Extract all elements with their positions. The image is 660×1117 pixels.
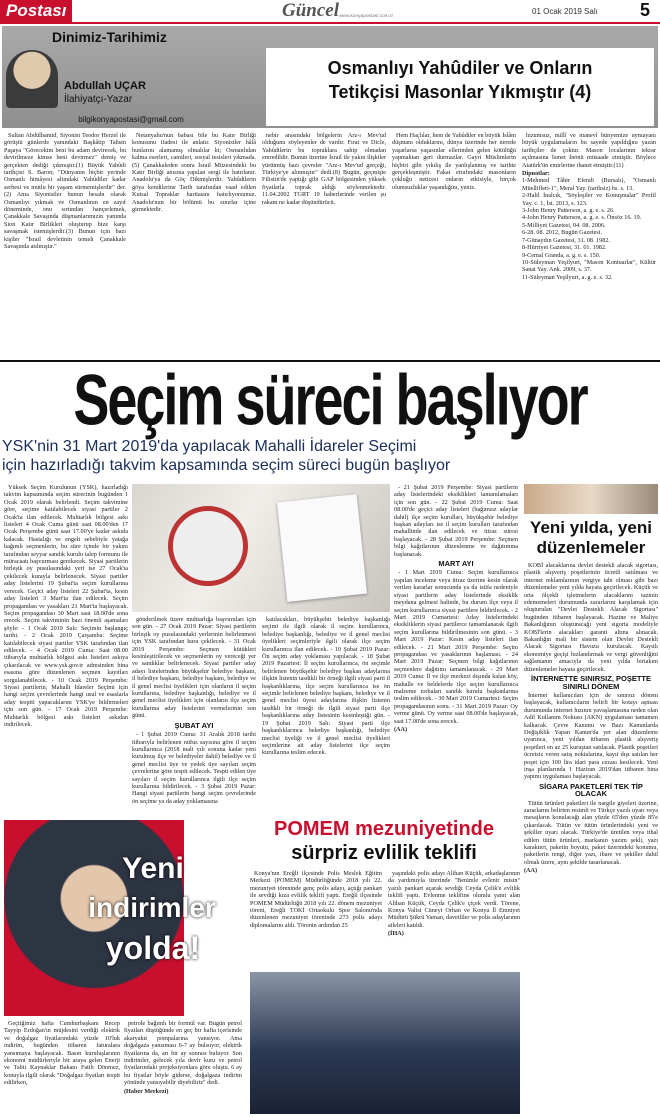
election-body-4: - 21 Şubat 2019 Perşembe: Siyasi partilerin aday listelerindeki eksiklikleri tamamlamaları için son gün. - 22 Şubat 2019 Cuma: Saat 08.00'de geçici aday listeleri (bağımsız adaylar dahil) ilçe seçim kurulları, büyükşehir belediye başkan adayları ise il seçim kurulları tarafından mahallinde ilan edilecek ve itiraz süresi başlayacak. - 28 Şubat 2019 Perşembe: Seçmen bilgi kağıtlarının düzenlenme ve dağıtımına başlanacak. MART AYI - 1 Mart 2019 Cuma: Seçim kurullarınca yapılan inceleme veya itiraz üzerine kesin olarak verilen kararlar sonucunda ya da istifa nedeniyle siyasi partilerin aday listelerinde eksiklik meydana gelmesi halinde, bu durum ilçe veya il seçim kurullarınca siyasi partilere bildirilecek. - 2 Mart 2019 Cumartesi: Aday listelerindeki eksikliklerin siyasi partilerce tamamlanarak ilgili seçim kurullarına bildirilmesinin son günü. - 3 Mart 2019 Pazar: Kesin aday listeleri ilan edilecek. - 21 Mart 2019 Perşembe: Seçim propagandası ve yasaklarının başlaması. - 24 Mart 2019 Pazar: Seçmen bilgi kağıtlarının seçmenlere dağıtımı tamamlanacak. - 29 Mart 2019 Cuma: İl ve ilçe merkezi dışında kalan köy, mahalle ve beldelerde ilçe seçim kurullarınca malzeme torbaları sandık kurulu başkanlarına teslim edilecek. - 30 Mart 2019 Cumartesi: Seçim propagandasının sonu. - 31 Mart 2019 Pazar: Oy verme günü. Oy verme saat 08.00'de başlayacak, saat 17.00'de sona erecek. (AA) xyxy=(394,484,518,733)
election-body-1: Yüksek Seçim Kurulunun (YSK), hazırladığı takvim kapsamında seçim sürecinin bugünden 1 Ocak 2019 olarak belirlendi. Seçim takvimine göre, seçime katılabilecek siyasi partiler 2 Ocak'ta ilan edilecek. Muhtarlık bölgesi askı listeleri 4 Ocak Cuma günü saat 08.00'den 17 Ocak Perşembe günü saat 17.00'ye kadar askıda kalacak. Hastalığı ve engeli sebebiyle yatağa bağımlı seçmenlerin, bu süre içinde bir yakını tarafından seyyar sandık kurulu talep formunu ile müracaatı başvurması gerekecek. Siyasi partilerin birleşik oy pusulasındaki yeri ise 27 Ocak'ta çekilecek kurayla belirlenecek. Siyasi partiler aday listelerini 19 Şubat'ta seçim kurullarına verecek. Geçici aday listeleri 22 Şubat'ta, kesin aday listeleri 3 Mart'ta ilan edilecek. Seçim propagandası ve yasakları 21 Mart'ta başlayacak. Seçim propagandası 30 Mart saat 18.00'de sona erecek. Seçim takviminin bazı önemli aşamaları şöyle: - 1 Ocak 2019 Salı: Seçimin başlangıç tarihi. - 2 Ocak 2019 Çarşamba: Seçime katılabilecek siyasi partiler YSK tarafından ilan edilecek. - 4 Ocak 2019 Cuma: Saat 08.00 itibarıyla muhtarlık bölgesi askı listeleri askıya çıkarılacak ve www.ysk.gov.tr adresinden bina esasına göre düzenlenen seçmen kayıtları sorgulanabilecek. - 10 Ocak 2019 Perşembe: Siyasi partilerin, Mahalli İdareler Seçimi için hangi seçim çevrelerinde hangi usul ve esaslarla aday tespiti yapacaklarını YSK'ye bildirmeleri için son gün. - 17 Ocak 2019 Perşembe: Muhtarlık bölgesi askı listeleri askıdan indirilecek. xyxy=(4,484,128,728)
column-title-line1: Osmanlıyı Yahûdiler ve Onların xyxy=(327,58,593,78)
subhead-sigara: SİGARA PAKETLERİ TEK TİP OLACAK xyxy=(539,781,643,799)
police-headline-2: sürpriz evlilik teklifi xyxy=(291,842,477,864)
ref-item: 5-Milliyet Gazetesi, 04. 08. 2006. xyxy=(522,221,606,229)
ref-item: 8-Hürriyet Gazetesi, 31. 01. 1982. xyxy=(522,244,607,252)
election-headline: Seçim süreci başlıyor xyxy=(73,361,587,441)
election-body-3: katılacakları, büyükşehir belediye başkanlığı seçimi ile ilgili olarak il seçim kurullarınca, belediye başkanlığı, belediye ve il genel meclisi üyelikleri seçimleriyle ilgili olarak ilçe seçim kurullarınca ilan edilecek. - 10 Şubat 2019 Pazar: Ön seçim aday yoklaması yapılacak. - 18 Şubat 2019 Pazartesi: İl seçim kurullarınca, ön seçimle belirlenen büyükşehir belediye başkan adaylarına ilişkin listenin tasdikli bir örneği ilgili siyasi parti il başkanlıklarına, ilçe seçim kurullarınca ise ön seçimle belirlenen belediye başkanı, belediye ve il genel meclisi üyesi adaylarına ilişkin listenin tasdikli bir örneği de ilgili siyasi parti ilçe başkanlıklarına aday listesinin kesinleştiği gün. - 19 Şubat 2019 Salı: Siyasi parti ilçe başkanlıklarınca belediye başkanlığı, belediye meclisi üyeliği ve il genel meclisi üyelikleri seçimlerine ait aday listelerini ilçe seçim kurullarına teslim edecek. xyxy=(262,616,390,757)
column-header: Dinimiz-Tarihimiz xyxy=(52,29,167,45)
election-body-2: gönderilmek üzere muhtarlığa başvuruları için son gün. - 27 Ocak 2019 Pazar: Siyasi partilerin birleşik oy pusulasındaki yerlerinin belirlenmesi için YSK tarafından kura çekilecek. - 31 Ocak 2019 Perşembe: Seçmen kütükleri kesinleştirilecek ve seçmenlerin oy vereceği yer ve sandıklar belirlenecek. Siyasi partiler aday adayı listelerinden büyükşehir belediye başkanı, il belediye başkanı, belediye başkanı, belediye ve il genel meclisi üyelikleri için olanların il seçim kurullarına, belediye başkanlığı, belediye ve il genel meclisi üyelikleri için olanların ilçe seçim kurullarına aday listelerini vermelerinin son günü. ŞUBAT AYI - 1 Şubat 2019 Cuma: 31 Aralık 2018 tarihi itibarıyla belirlenen nüfus sayısına göre il seçim kurullarınca (2018 mali yılı sonuna kadar yeni kurulmuş ilçe ve belediyeler dahil) belediye ve il genel meclisi üye ve yedek üye sayıları seçim çevrelerine göre tespit edilecek. Tespit edilen üye sayıları il seçim kurullarınca ilgili ilçe seçim kurullarına bildirilecek. - 3 Şubat 2019 Pazar: Hangi siyasi partilerin hangi seçim çevrelerinde ön seçime ya da aday yoklamasına xyxy=(132,616,256,805)
column-title-line2: Tetikçisi Masonlar Yıkmıştır (4) xyxy=(328,82,592,102)
author-name: Abdullah UÇAR xyxy=(64,80,146,92)
sale-body-1: Geçtiğimiz hafta Cumhurbaşkanı Recep Tayyip Erdoğan'ın müjdesini verdiği elektrik ve doğalgaz fiyatlarındaki yüzde 10'luk indirim, bugünden itibaren faturalara yansımaya başlayacak. Basın kuruluşlarının ekonomi müdürleriyle bir araya gelen Enerji ve Tabii Kaynaklar Bakanı Fatih Dönmez, konuyla ilgili olarak "Doğalgaz fiyatları tespit edilirken, xyxy=(4,1020,120,1087)
sale-credit: (Haber Merkezi) xyxy=(124,1087,169,1095)
page-number: 5 xyxy=(640,0,651,20)
column-body-2: Netanyahu'nun babası bile bu Katır Birliği konusunu ifadesi ile anlatır. Siyonistler hâlâ hunlarını alamamış olmalılar ki; Osmanlıdan kalma eserleri, camileri, sosyal tesisleri yıkmada.(5) Çanakkaleden sonra İsrail Müzesindeki bu Katır Birliği anısına yapılan sergi ile hatırlanır. Anadolu'ya da Göç Dikmişlerdir. Yahûdilerin göya kendilerine Tarih tarafından vaad edilen Kutsal Topraklar haritasını hatırlıyorsunuz. Anadolu'nun bir bölümü bu sınırlar içine girmektedir. xyxy=(132,132,256,214)
ballot-box-photo xyxy=(132,484,390,612)
sale-body-2: petrole bağımlı bir formül var. Bugün petrol fiyatları düştüğünde en geç bir hafta içerisinde akaryakıt pompalarına yansıyor. Ama doğalgaza yansıması 6-7 ay bulsuyor, elektrik fiyatlarına da, arı bir ay sonrası buluyor. Son indirimler, gelecek yıla devir kuru ve petrol fiyatlarındaki projeksiyonlara göre oluştu. 6 ay bu fiyatlar böyle giderse, doğalgaza indirim yönünde yansıyabilir diyebiliriz" dedi. (Haber Merkezi) xyxy=(124,1020,242,1095)
subhead-subat: ŞUBAT AYI xyxy=(174,720,214,730)
ref-item: 3-John Henry Patterson, a. g. e. s. 26. xyxy=(522,207,615,215)
sale-headline-2: indirimler xyxy=(88,892,216,923)
ballot-paper-icon xyxy=(277,494,367,602)
sale-headline-3: yolda! xyxy=(105,930,201,966)
masthead xyxy=(0,0,660,22)
ref-item: 9-Cemal Granda, a. g. e. s. 150. xyxy=(522,251,601,259)
regulation-body: KOBİ alacaklarına devlet destekli alacak sigortası, plastik alışveriş poşetlerinin ücretli satılması ve internet reklamlarının vergiye tabi olması gibi bazı düzenlemeler yeni yılda hayata geçirilecek. Küçük ve orta ölçekli işletmelerin alacaklarını tazmin edememeleri durumunda zararlarını karşılamak için oluşturulan "Devlet Destekli Alacak Sigortası" bugünden itibaren başlayacak. Hazine ve Maliye Bakanlığının oluşturacağı yeni sigorta modeliyle KOBİ'lerin alacakları garanti altına alınacak. Bakanlığın mali bir sistem olan Devlet Destekli Alacak Sigortası Havuzu kurulacak. Kayıtlı ekonomiye geçişi hızlandırmak ve vergi güvenliğini sağlamanın amacıyla da yeni yılda birtakım düzenlemeler hayata geçirilecek. İNTERNETTE SINIRSIZ, POŞETTE SINIRLI DÖNEM İnternet kullanıcıları için de sınırsız dönem başlayacak, kullanıcıların belirli bir kotayı aşması durumunda internet hızının yavaşlamasına neden olan Adil Kullanım Noktası (AKN) uygulaması tamamen kalkacak. Çevre Kanunu ve Bazı Kanunlarda Değişiklik Yapan Kanun'da yer alan düzenleme uyarınca, yeni yıldan itibaren plastik alışveriş poşetleri en az 25 kuruştan satılacak. Plastik poşetleri ücretsiz veren satış noktalarına, kayıt dışı satılan her poşet için 100 lira idari para cezası kesilecek. Yeni inşa planlarında 1 Haziran 2019'dan itibaren bina yapımı uygulaması başlayacak. SİGARA PAKETLERİ TEK TİP OLACAK Tütün ürünleri paketleri ile nargile giyeleri üzerine, zararlarını belirten resimli ve Türkçe yazılı uyarı veya mesajların konulacağı alan yüzde 65'den yüzde 85'e çıkarılacak. Tütün ve tütün ürünlerindeki yeni ve şekiller uyarı olacak. Türkiye'de üretilen veya ithal edilen tütün ürünleri, markanın yazım şekli, yazı karakteri, paketin boyutu, paket üzerindeki konumu, paketlerin rengi, diğer yazı, ibare ve şekiller dahil olmak üzere, aynı şekilde tasarlanacak. (AA) xyxy=(524,562,658,875)
regulation-headline-2: düzenlemeler xyxy=(536,538,646,557)
ref-item: 7-Günaydın Gazetesi, 31. 08. 1982. xyxy=(522,236,610,244)
subhead-internet: İNTERNETTE SINIRSIZ, POŞETTE SINIRLI DÖNEM xyxy=(530,674,651,691)
police-body-1: Konya'nın Ereğli ilçesinde Polis Meslek Eğitim Merkezi (POMEM) Müdürlüğünde 2018 yılı 22. mezuniyet töreninde genç polis adayı, açtığı pankart ile sevdiği kıza evlilik teklifi yaptı. Ereğli ilçesinde POMEM Müdürlüğü 2018 yılı 22. dönem mezuniyet töreni, Ereğli TOKİ Ortaokulu Spor Salonu'nda düzenlenen mezuniyet töreninde 273 polis adayı diplomalarını aldı. Törenin ardından 25 xyxy=(250,870,382,929)
ballot-seal-icon xyxy=(168,506,248,586)
masthead-rule xyxy=(0,22,660,24)
ref-item: 2-Halil İnalcık, "Söyleşiler ve Konuşmalar" Profil Yay. c. 1, İst. 2013, s. 123. xyxy=(522,192,656,207)
ref-item: 1-Mehmed Tâhir Efendi (Bursalı), "Osmanlı Müellifleri-1", Meral Yay. (tarihsiz) bs. s. 13. xyxy=(522,177,656,192)
author-role: İlahiyatçı-Yazar xyxy=(64,94,133,105)
author-email[interactable]: bilgikonyapostasi@gmail.com xyxy=(78,115,184,124)
police-headline-1: POMEM mezuniyetinde xyxy=(273,818,495,840)
ref-item: 10-Süleyman Yeşilyurt, "Mason Kontuarlar", Kültür Sanat Yay. Ank. 2009, s. 37. xyxy=(522,258,656,274)
shopping-photo xyxy=(524,484,658,514)
subhead-mart: MART AYI xyxy=(438,559,474,569)
police-credit: (İHA) xyxy=(388,930,404,938)
election-credit: (AA) xyxy=(394,726,408,733)
website[interactable]: www.konyapostasi.com.tr xyxy=(338,14,394,19)
ref-item: 4-John Henry Patterson, a. g. e. s. Önsöz 16. 19. xyxy=(522,214,642,222)
issue-date: 01 Ocak 2019 Salı xyxy=(532,7,598,16)
regulation-headline-1: Yeni yılda, yeni xyxy=(530,518,652,537)
election-deck-1: YSK'nin 31 Mart 2019'da yapılacak Mahalli İdareler Seçimi xyxy=(2,438,417,455)
sale-headline-1: Yeni xyxy=(122,852,184,885)
column-body-3: nebir arasındaki bölgelerin Arz-ı Mev'ud olduğunu söyleyenler de vardır. Fırat ve Dicle, Yahûdilerin bu topraklara sahip olmadan emredildir. Bunun üzerine İsrail ile yakın ilişkiler yürütmüş bazı çevreler "Arz-ı Mev'ud gerçeği, Türkiye'ye alınmıştır" dedi.(8) Bugün, geçmişte Filistin'de yaptığı gibi GAP bölgesinden yüksek fiyatlarla toprak aldığı söylenmektedir. 11.04.2002 TGRT 19 haberlerinde verilen şu rakam ne kadar düşündürücü. xyxy=(262,132,386,206)
column-body-4: Hem Haçlılar, hem de Yahûdiler en büyük İslâm düşmanı olduklarını, dünya üzerinde her nerede yaşarlarsa yaşasınlar ellerinden gelen kötülüğü yapmaktan geri durmazlar. Gayri Müslimlerin hiçbiri gibi yıkılış ile yanlışlanmış ve tarihte gerçekleşmiştir. Fakat etrafındaki masonların çokluğu neticesi onların etkisiyle, birçok olumsuzluklar yaşandığını, yeniz. xyxy=(392,132,516,191)
masthead-logo: Postası xyxy=(6,1,67,20)
police-body-2: yaşındaki polis adayı Alihan Küçük, arkadaşlarının da yardımıyla üzerinde "Benimle evlenir misin" yazılı pankart açarak sevdiği Ceyda Çelik'e evlilik teklifi yaptı. Evlenme teklifine olumlu yanıt alan Alihan Küçük, Ceyda Çelik'e çiçek verdi. Törene, Konya Valisi Cüneyt Orhan ve Konya İl Emniyet Müdürü Şükrü Yaman, davetliler ve polis adaylarının aileleri katıldı. (İHA) xyxy=(388,870,520,938)
ref-item: 11-Süleyman Yeşilyurt, a. g. e. s. 32. xyxy=(522,273,613,281)
election-deck-2: için hazırladığı takvim kapsamında seçim süreci bugün başlıyor xyxy=(2,457,451,474)
author-avatar xyxy=(6,50,58,108)
section-title: Güncel xyxy=(282,0,339,21)
regulation-credit: (AA) xyxy=(524,867,538,875)
column-body-5: hizumsuz, millî ve manevî bünyemize uymayanı büyük uygulamaların bu sayede yapıldığını yazan tarihçiler de çoktur. Mason localarının tekrar açılmasına İsmet İnönü müsaade etmiştir. Böylece Atatürk'ün emirlerine ihanet etmiştir.(11) Dipnotlar: 1-Mehmed Tâhir Efendi (Bursalı), "Osmanlı Müellifleri-1", Meral Yay. (tarihsiz) bs. s. 13. 2-Halil İnalcık, "Söyleşiler ve Konuşmalar" Profil Yay. c. 1, İst. 2013, s. 123. 3-John Henry Patterson, a. g. e. s. 26. 4-John Henry Patterson, a. g. e. s. Önsöz 16. 19. 5-Milliyet Gazetesi, 04. 08. 2006. 6-28. 08. 2012, Bugün Gazetesi. 7-Günaydın Gazetesi, 31. 08. 1982. 8-Hürriyet Gazetesi, 31. 01. 1982. 9-Cemal Granda, a. g. e. s. 150. 10-Süleyman Yeşilyurt, "Mason Kontuarlar", Kültür Sanat Yay. Ank. 2009, s. 37. 11-Süleyman Yeşilyurt, a. g. e. s. 32. xyxy=(522,132,656,281)
column-body-1: Sultan Abdülhamid, Siyonist Teodor Herzel ile görüştü günlerde yanındaki Başkâtip Tahsin Paşaya "Görecekim beni bu adam devirecek, bu devirilmeze kimse beni devirmez" demiş ve gerçekten dediği çıkmıştır.(1) Büyük Yahûdi tarihçisi S. Baron; "Dünyanın hiçbir yerinde Osmanlı himâyesi altındaki Yahûdiler kadar serbest ve mutlu bir yaşam sürmemişlerdir" der.(2) Ama Siyonistler bunun hesabı olarak Osmanlıyı yıkmak ve Osmanlının en zayıf döneminde, onu sırtından hançerlemek, Çanakkale Savaşında düşmanlarımızın yanında Sion Katır Birlikleri oluşturup bize karşı savaşmak istemişlerdir.(3) Bunun için bazı kişiler "İsrail devletinin temeli Çanakkale Savaşında atılmıştır." xyxy=(4,132,126,251)
police-photo xyxy=(250,972,520,1114)
refs-title: Dipnotlar: xyxy=(522,170,550,178)
ref-item: 6-28. 08. 2012, Bugün Gazetesi. xyxy=(522,229,603,237)
